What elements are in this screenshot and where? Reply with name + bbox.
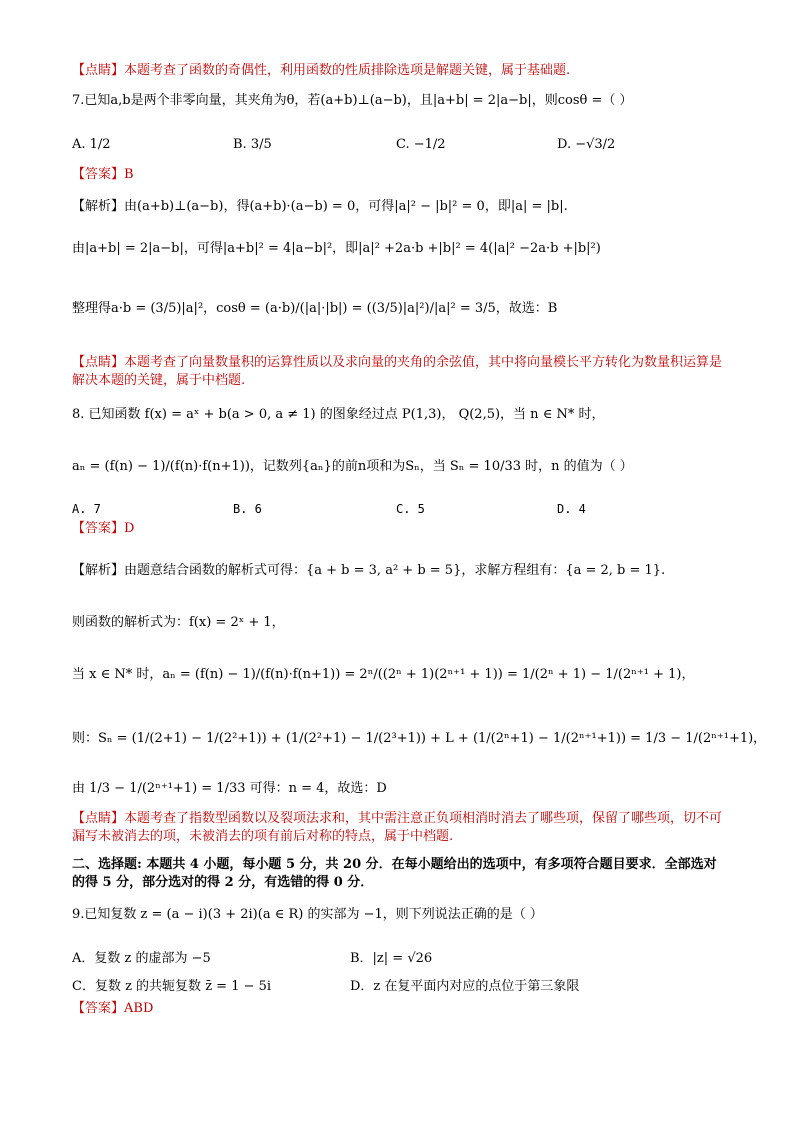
tip-paragraph: 【点睛】本题考查了指数型函数以及裂项法求和，其中需注意正负项相消时消去了哪些项，保留了哪些项，切不可漏写未被消去的项，未被消去的项有前后对称的特点，属于中档题. — [72, 811, 723, 844]
answer-label: 【答案】B — [72, 167, 134, 182]
section-heading: 二、选择题: 本题共 4 小题，每小题 5 分，共 20 分．在每小题给出的选项中，有多项符合题目要求．全部选对的得 5 分，部分选对的得 2 分，有选错的得 0 分． — [72, 857, 717, 890]
option-b: B. 3/5 — [233, 137, 272, 152]
option-b: B. 6 — [233, 502, 262, 516]
option-a: A. 7 — [72, 502, 101, 516]
option-a: A．复数 z 的虚部为 −5 — [72, 951, 211, 966]
analysis-line: 【解析】由题意结合函数的解析式可得：{a + b = 3, a² + b = 5}，求解方程组有：{a = 2, b = 1}. — [72, 563, 666, 578]
analysis-line: 则：Sₙ = (1/(2+1) − 1/(2²+1)) + (1/(2²+1) − 1/(2³+1)) + L + (1/(2ⁿ+1) − 1/(2ⁿ⁺¹+1)) = 1/3 − 1/(2ⁿ⁺¹+1)， — [72, 731, 767, 746]
option-d: D．z 在复平面内对应的点位于第三象限 — [350, 979, 580, 994]
question-7: 7.已知a,b是两个非零向量，其夹角为θ，若(a+b)⊥(a−b)，且|a+b| = 2|a−b|，则cosθ =（ ） — [72, 93, 633, 108]
question-9: 9.已知复数 z = (a − i)(3 + 2i)(a ∈ R) 的实部为 −1，则下列说法正确的是（ ） — [72, 907, 543, 922]
question-8: 8. 已知函数 f(x) = aˣ + b(a > 0, a ≠ 1) 的图象经过点 P(1,3)， Q(2,5)，当 n ∈ N* 时， — [72, 407, 605, 422]
answer-label: 【答案】ABD — [72, 1001, 154, 1016]
option-d: D. −√3/2 — [557, 137, 616, 152]
analysis-line: 【解析】由(a+b)⊥(a−b)，得(a+b)·(a−b) = 0，可得|a|² − |b|² = 0，即|a| = |b|. — [72, 199, 568, 214]
question-8-formula: aₙ = (f(n) − 1)/(f(n)·f(n+1))，记数列{aₙ}的前n项和为Sₙ，当 Sₙ = 10/33 时，n 的值为（ ） — [72, 459, 633, 474]
tip-paragraph: 【点睛】本题考查了向量数量积的运算性质以及求向量的夹角的余弦值，其中将向量模长平方转化为数量积运算是解决本题的关键，属于中档题. — [72, 355, 723, 388]
option-a: A. 1/2 — [72, 137, 111, 152]
option-c: C. 5 — [396, 502, 425, 516]
option-c: C．复数 z 的共轭复数 z̄ = 1 − 5i — [72, 979, 272, 994]
answer-label: 【答案】D — [72, 521, 135, 536]
tip-paragraph: 【点睛】本题考查了函数的奇偶性，利用函数的性质排除选项是解题关键，属于基础题. — [72, 63, 571, 78]
analysis-line: 当 x ∈ N* 时，aₙ = (f(n) − 1)/(f(n)·f(n+1)) = 2ⁿ/((2ⁿ + 1)(2ⁿ⁺¹ + 1)) = 1/(2ⁿ + 1) − 1/(2ⁿ⁺¹ + 1)， — [72, 667, 695, 682]
analysis-line: 由|a+b| = 2|a−b|，可得|a+b|² = 4|a−b|²，即|a|² +2a·b +|b|² = 4(|a|² −2a·b +|b|²) — [72, 241, 601, 256]
analysis-line: 则函数的解析式为：f(x) = 2ˣ + 1， — [72, 615, 285, 630]
analysis-line: 整理得a·b = (3/5)|a|²，cosθ = (a·b)/(|a|·|b|) = ((3/5)|a|²)/|a|² = 3/5，故选：B — [72, 301, 558, 316]
option-c: C. −1/2 — [396, 137, 446, 152]
option-b: B．|z| = √26 — [350, 951, 433, 966]
option-d: D. 4 — [557, 502, 586, 516]
analysis-line: 由 1/3 − 1/(2ⁿ⁺¹+1) = 1/33 可得：n = 4，故选：D — [72, 781, 387, 796]
